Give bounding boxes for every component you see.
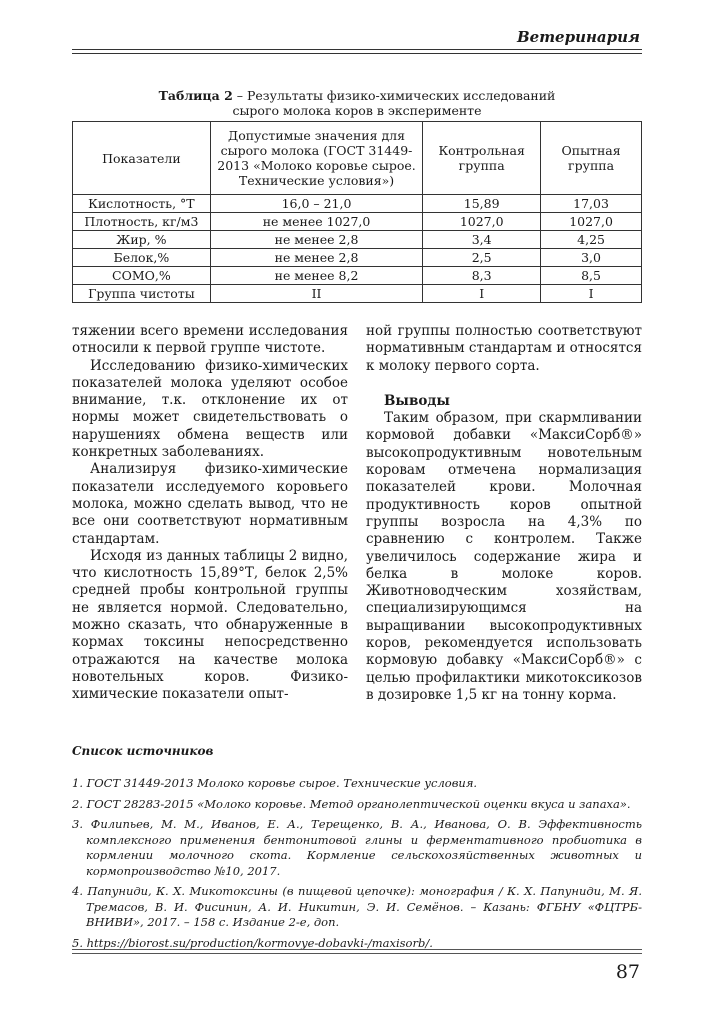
table-cell: Плотность, кг/м3 [73,213,211,231]
table-cell: I [541,285,642,303]
body-paragraph: Исследованию физико-химических показателей молока уделяют особое внимание, т.к. отклонение их от нормы может свидетельствовать о нарушениях обмена веществ или конкретных заболеваниях. [72,357,348,461]
table-header-cell: Контрольная группа [423,122,541,195]
page-number: 87 [615,961,640,983]
table-row [73,213,642,231]
table-cell: не менее 2,8 [210,231,422,249]
table-cell: не менее 1027,0 [210,213,422,231]
references-list [72,776,642,956]
left-text-column [72,323,348,704]
header-rule-top [72,49,642,50]
table-cell: 17,03 [541,195,642,213]
table-cell: 3,4 [423,231,541,249]
table-cell: 8,3 [423,267,541,285]
table-row [73,267,642,285]
table-caption [72,88,642,118]
body-paragraph: Таким образом, при скармливании кормовой добавки «МаксиСорб®» высокопродуктивным новотельным коровам отмечена нормализация показателей крови. Молочная продуктивность коров опытной группы возросла на 4,3% по сравнению с контролем. Также увеличилось содержание жира и белка в молоке коров. Животноводческим хозяйствам, специализирующимся на выращивании высокопродуктивных коров, рекомендуется использовать кормовую добавку «МаксиСорб®» с целью профилактики микотоксикозов в дозировке 1,5 кг на тонну корма. [366,410,642,703]
table-cell: 1027,0 [541,213,642,231]
table-header-cell: Допустимые значения для сырого молока (ГОСТ 31449-2013 «Молоко коровье сырое. Технические условия») [210,122,422,195]
table-cell: 3,0 [541,249,642,267]
table-cell: 1027,0 [423,213,541,231]
table-cell: Белок,% [73,249,211,267]
table-cell: 15,89 [423,195,541,213]
table-header-cell: Показатели [73,122,211,195]
table-cell: Группа чистоты [73,285,211,303]
table-caption-label: Таблица 2 [158,88,233,103]
table-caption-line2: сырого молока коров в эксперименте [232,103,482,118]
footer-rule-bottom [72,953,642,954]
footer-rule-top [72,949,642,950]
table-cell: 16,0 – 21,0 [210,195,422,213]
reference-item: 1. ГОСТ 31449-2013 Молоко коровье сырое. Технические условия. [72,776,478,790]
references-title: Список источников [72,744,214,758]
table-cell: 2,5 [423,249,541,267]
table-cell: не менее 2,8 [210,249,422,267]
table-row [73,195,642,213]
results-table [72,121,642,303]
conclusions-heading: Выводы [384,392,450,409]
reference-item: 5. https://biorost.su/production/kormovye-dobavki-/maxisorb/. [72,935,433,950]
right-text-column [366,323,642,704]
table-caption-text: – Результаты физико-химических исследований [232,88,556,103]
reference-item: 2. ГОСТ 28283-2015 «Молоко коровье. Метод органолептической оценки вкуса и запаха». [72,796,631,811]
table-cell: I [423,285,541,303]
table-cell: СОМО,% [73,267,211,285]
body-paragraph: ной группы полностью соответствуют нормативным стандартам и относятся к молоку первого сорта. [366,323,642,374]
table-cell: II [210,285,422,303]
table-header-row [73,122,642,195]
header-rule-bottom [72,53,642,54]
body-paragraph: тяжении всего времени исследования относили к первой группе чистоте. [72,323,348,357]
table-row [73,249,642,267]
table-cell: Кислотность, °Т [73,195,211,213]
body-paragraph: Анализируя физико-химические показатели исследуемого коровьего молока, можно сделать вывод, что не все они соответствуют нормативным стандартам. [72,461,348,547]
table-header-cell: Опытная группа [541,122,642,195]
reference-item: 3. Филипьев, М. М., Иванов, Е. А., Терещенко, В. А., Иванова, О. В. Эффективность комплексного применения бентонитовой глины и ферментативного пробиотика в кормлении молочного скота. Кормление сельскохозяйственных животных и кормопроизводство №10, 2017. [72,817,642,878]
table-cell: 8,5 [541,267,642,285]
table-row [73,285,642,303]
journal-header-title: Ветеринария [516,28,640,46]
reference-item: 4. Папуниди, К. Х. Микотоксины (в пищевой цепочке): монография / К. Х. Папуниди, М. Я. Тремасов, В. И. Фисинин, А. И. Никитин, Э. И. Семёнов. – Казань: ФГБНУ «ФЦТРБ-ВНИВИ», 2017. – 158 с. Издание 2-е, доп. [72,884,642,929]
table-row [73,231,642,249]
table-cell: Жир, % [73,231,211,249]
table-cell: 4,25 [541,231,642,249]
table-cell: не менее 8,2 [210,267,422,285]
body-paragraph: Исходя из данных таблицы 2 видно, что кислотность 15,89°Т, белок 2,5% средней пробы контрольной группы не является нормой. Следовательно, можно сказать, что обнаруженные в кормах токсины непосредственно отражаются на качестве молока новотельных коров. Физико-химические показатели опыт- [72,547,348,703]
